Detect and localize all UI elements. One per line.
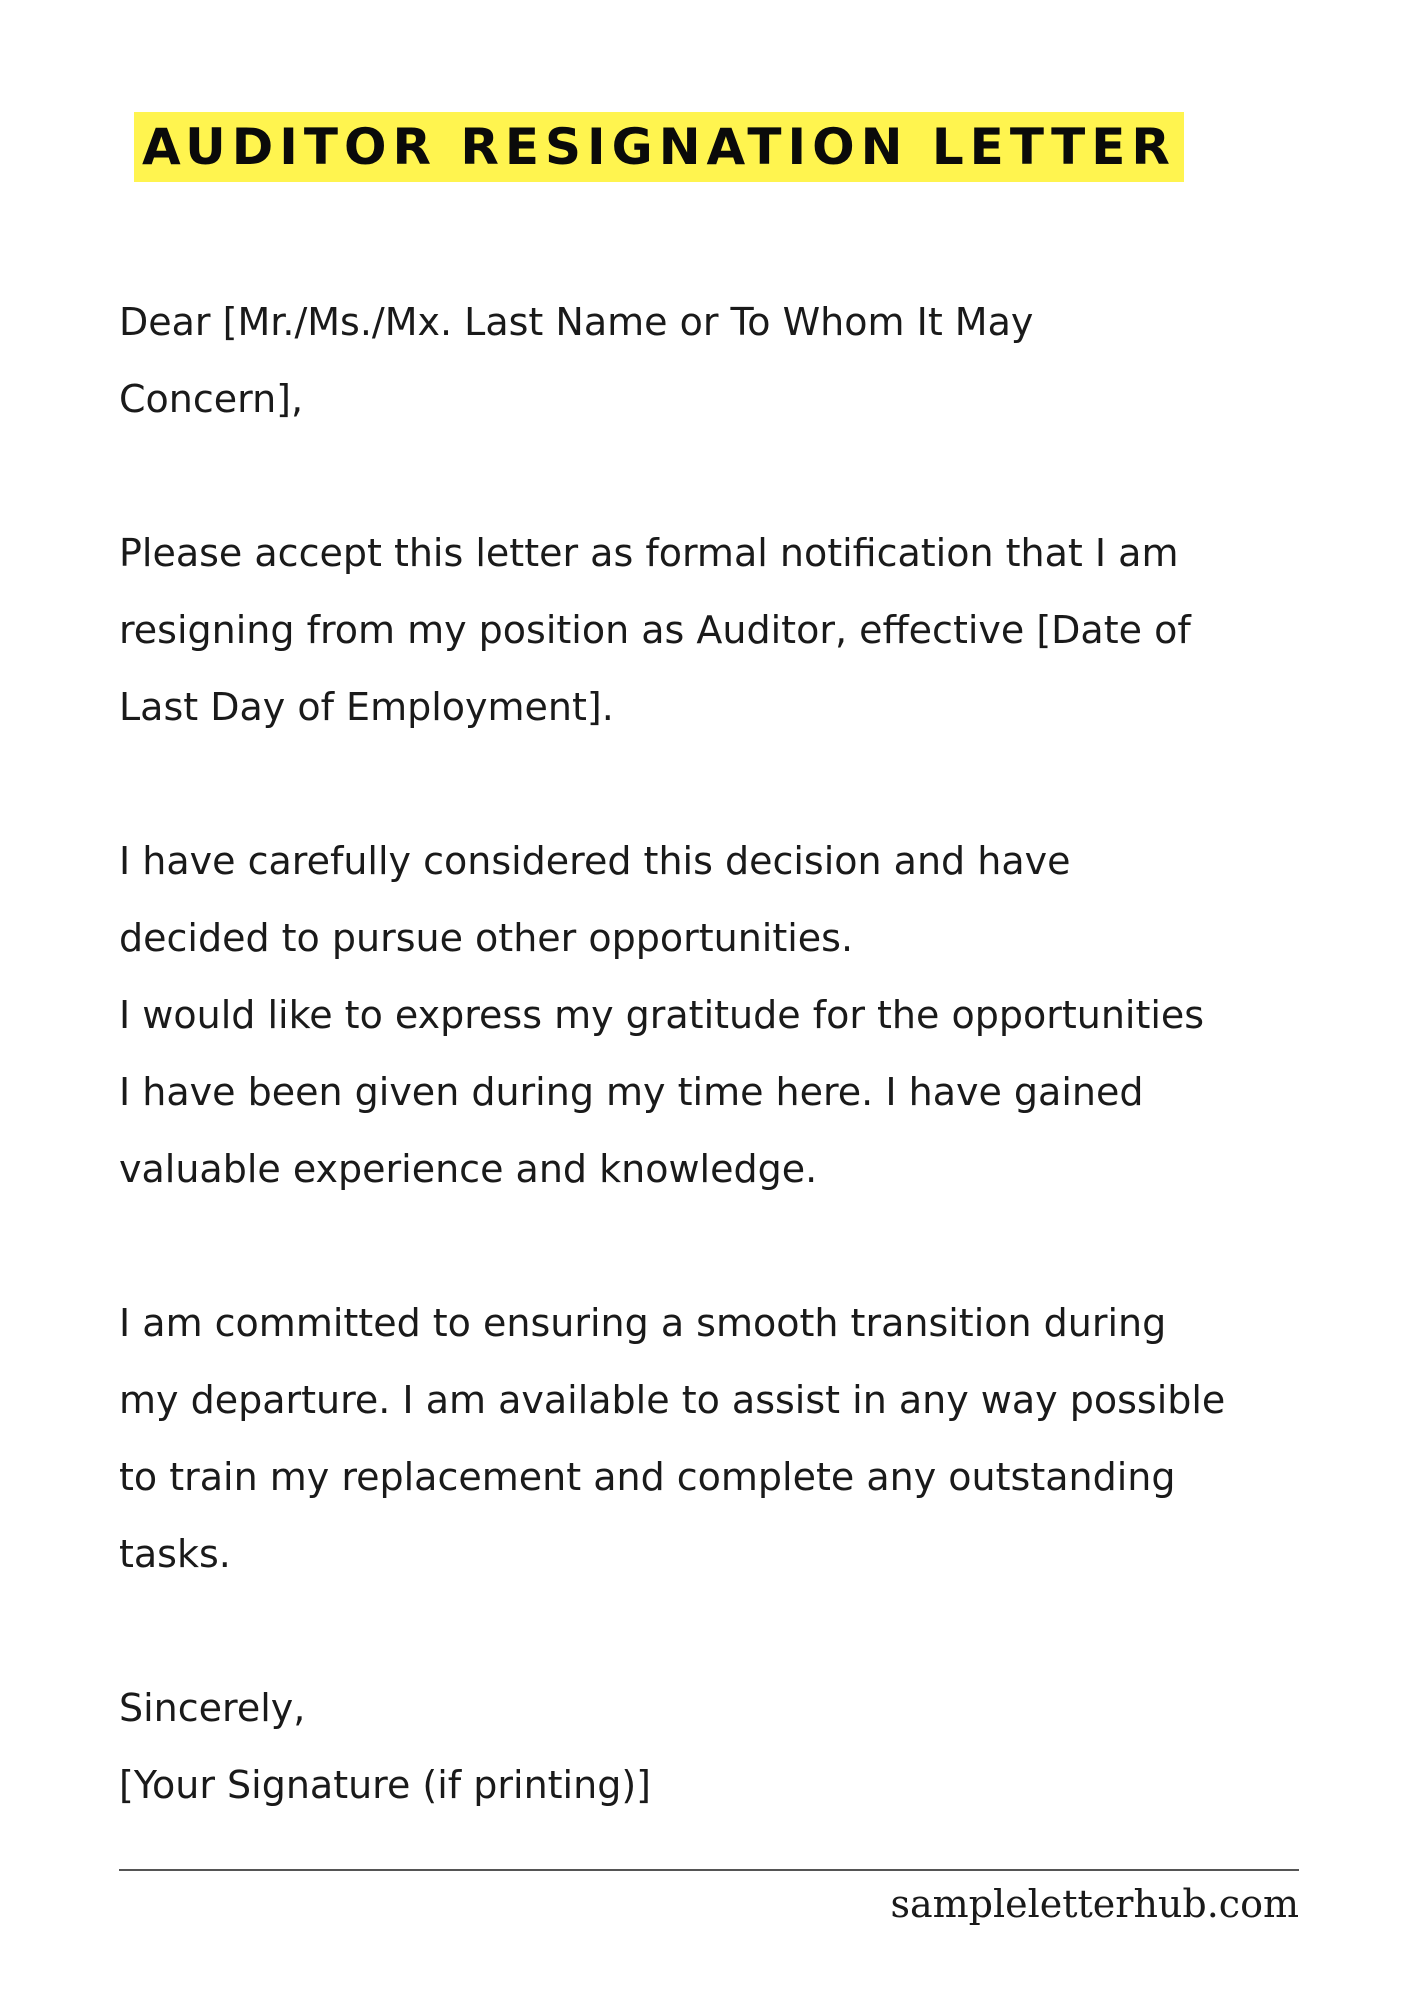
closing: Sincerely, — [119, 1686, 306, 1730]
paragraph-notification: Please accept this letter as formal notification that I am resigning from my position as Auditor, effective [Date of Last Day of Employment]. — [119, 531, 1191, 729]
title-highlight — [134, 112, 1184, 182]
paragraph-gratitude: I have carefully considered this decision and have decided to pursue other opportunities. I would like to express my gratitude for the opportunities I have been given during my time here. I have gained valuable experience and knowledge. — [119, 839, 1205, 1191]
page-title: AUDITOR RESIGNATION LETTER — [142, 118, 1176, 176]
signature-placeholder: [Your Signature (if printing)] — [119, 1763, 651, 1807]
footer-brand: sampleletterhub.com — [890, 1882, 1299, 1926]
salutation: Dear [Mr./Ms./Mx. Last Name or To Whom It May Concern], — [119, 300, 1034, 421]
footer-divider — [119, 1869, 1299, 1871]
paragraph-transition: I am committed to ensuring a smooth transition during my departure. I am available to assist in any way possible to train my replacement and complete any outstanding tasks. — [119, 1301, 1226, 1576]
letter-body — [119, 284, 1359, 1824]
paragraph-spacer — [119, 746, 1359, 823]
paragraph-spacer — [119, 1208, 1359, 1285]
paragraph-spacer — [119, 438, 1359, 515]
paragraph-spacer — [119, 1593, 1359, 1670]
